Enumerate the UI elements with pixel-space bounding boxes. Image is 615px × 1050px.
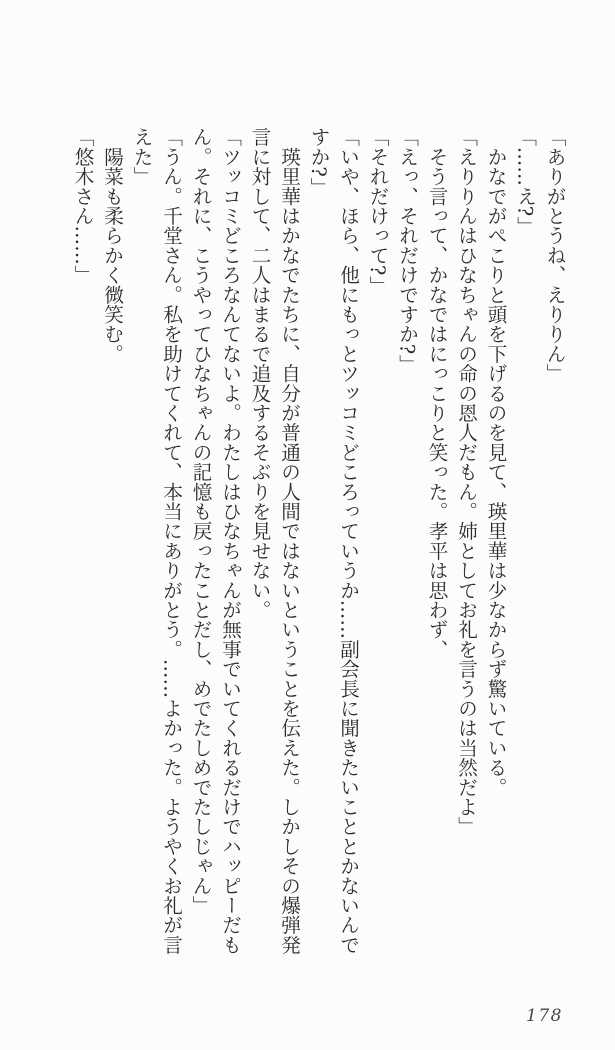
text-line: 「うん。千堂さん。私を助けてくれて、本当にありがとう。……よかった。ようやくお礼が言 <box>159 127 183 955</box>
text-line: 「それだけって?」 <box>366 127 389 296</box>
text-line: かなでがぺこりと頭を下げるのを見て、瑛里華は少なからず驚いている。 <box>484 127 507 797</box>
page-number: 178 <box>526 1006 563 1026</box>
text-line: 「いや、ほら、他にもっとツッコミどころっていうか……副会長に聞きたいこととかないんで <box>336 127 360 955</box>
text-line: 「悠木さん……」 <box>71 127 94 285</box>
text-line: ん。それに、こうやってひなちゃんの記憶も戻ったことだし、めでたしめでたしじゃん」 <box>189 127 212 915</box>
text-line: 「えりりんはひなちゃんの命の恩人だもん。姉としてお礼を言うのは当然だよ」 <box>454 127 478 837</box>
text-line: 「ありがとうね、えりりん」 <box>543 127 566 384</box>
text-block <box>68 127 570 957</box>
text-line: 陽菜も柔らかく微笑む。 <box>100 127 124 364</box>
text-line: えた」 <box>130 127 153 187</box>
text-line: 瑛里華はかなでたちに、自分が普通の人間ではないということを伝えた。しかしその爆弾発 <box>277 127 301 955</box>
text-line: 「……え?」 <box>513 127 537 237</box>
text-line: そう言って、かなではにっこりと笑った。孝平は思わず、 <box>425 127 448 659</box>
text-line: 「ツッコミどころなんてないよ。わたしはひなちゃんが無事でいてくれるだけでハッピーだも <box>218 127 242 955</box>
text-line: すか?」 <box>307 127 330 197</box>
text-line: 言に対して、二人はまるで追及するそぶりを見せない。 <box>248 127 271 620</box>
text-line: 「えっ、それだけですか?」 <box>395 127 419 375</box>
